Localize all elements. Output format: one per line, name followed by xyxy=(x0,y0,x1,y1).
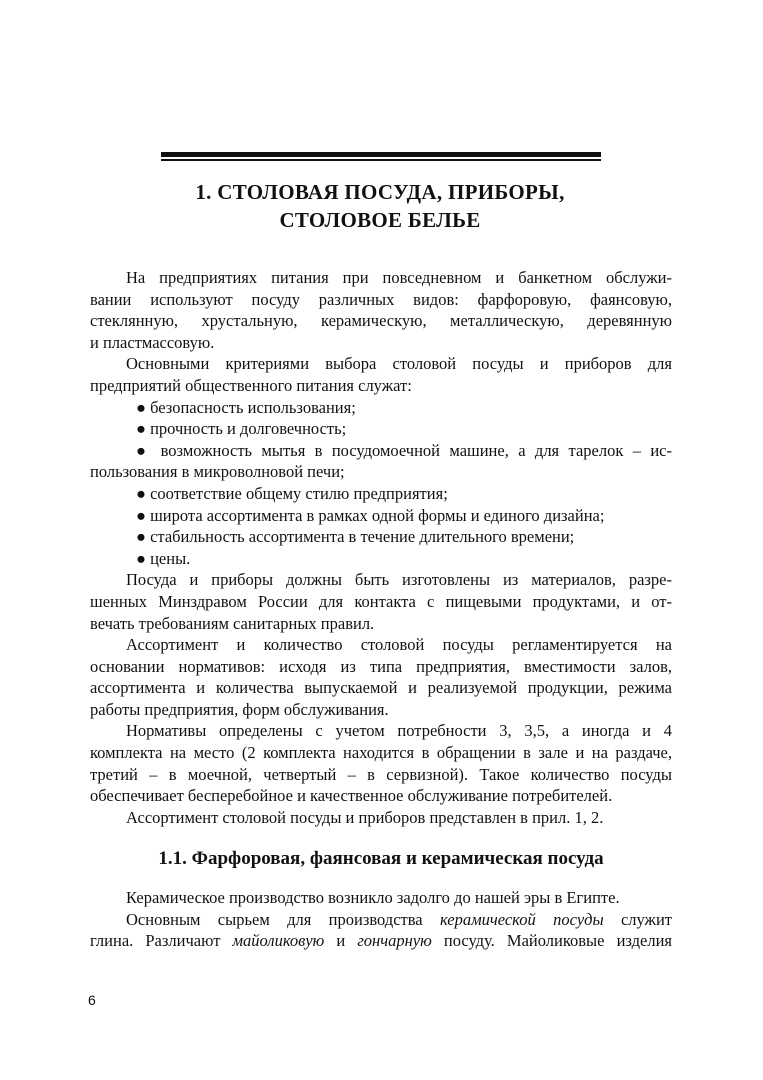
paragraph-line: вечать требованиям санитарных правил. xyxy=(90,613,375,633)
paragraph-line: работы предприятия, форм обслуживания. xyxy=(90,699,389,719)
paragraph-line: Основными критериями выбора столовой посуды и приборов для xyxy=(126,354,672,374)
text-run: служит xyxy=(603,909,672,929)
paragraph-line: Посуда и приборы должны быть изготовлены из материалов, разре- xyxy=(126,570,672,590)
chapter-title-line-2: СТОЛОВОЕ БЕЛЬЕ xyxy=(279,208,481,232)
bullet-item: ● прочность и долговечность; xyxy=(136,419,347,439)
paragraph-line: предприятий общественного питания служат: xyxy=(90,375,412,395)
text-run: глина. Различают xyxy=(90,931,233,951)
bullet-item: ● безопасность использования; xyxy=(136,397,356,417)
paragraph-line: Керамическое производство возникло задолго до нашей эры в Египте. xyxy=(126,888,620,907)
paragraph-line: стеклянную, хрустальную, керамическую, металлическую, деревянную xyxy=(90,311,672,331)
text-run: и xyxy=(324,931,358,951)
bullet-item: ● цены. xyxy=(136,548,191,568)
paragraph-line: шенных Минздравом России для контакта с пищевыми продуктами, и от- xyxy=(90,591,672,611)
paragraph-line: и пластмассовую. xyxy=(90,332,215,352)
bullet-item: ● соответствие общему стилю предприятия; xyxy=(136,483,448,503)
paragraph-line: обеспечивает бесперебойное и качественное обслуживание потребителей. xyxy=(90,786,613,806)
paragraph-line: Нормативы определены с учетом потребности 3, 3,5, а иногда и 4 xyxy=(126,721,672,741)
paragraph-line: На предприятиях питания при повседневном и банкетном обслужи- xyxy=(126,268,672,287)
body-text xyxy=(90,267,672,828)
header-rule-thick xyxy=(161,152,601,157)
paragraph-line: пользования в микроволновой печи; xyxy=(90,462,345,482)
paragraph-line: вании используют посуду различных видов: фарфоровую, фаянсовую, xyxy=(90,289,672,309)
paragraph-line xyxy=(90,909,672,931)
bullet-item: ● широта ассортимента в рамках одной формы и единого дизайна; xyxy=(136,505,605,525)
italic-term: майоликовую xyxy=(232,931,325,951)
text-run: посуду. Майоликовые изделия xyxy=(431,931,672,951)
paragraph-line: третий – в моечной, четвертый – в сервизной). Такое количество посуды xyxy=(90,764,672,784)
bullet-item: ● стабильность ассортимента в течение длительного времени; xyxy=(136,527,575,547)
page-number: 6 xyxy=(88,992,96,1008)
paragraph-line: ассортимента и количества выпускаемой и реализуемой продукции, режима xyxy=(90,678,672,698)
paragraph-line: комплекта на место (2 комплекта находится в обращении в зале и на раздаче, xyxy=(90,743,672,763)
section-body-text xyxy=(90,887,672,952)
header-rule-thin xyxy=(161,159,601,161)
bullet-item: ● возможность мытья в посудомоечной машине, а для тарелок – ис- xyxy=(136,440,672,460)
italic-term: керамической посуды xyxy=(439,909,604,929)
section-heading: 1.1. Фарфоровая, фаянсовая и керамическая посуда xyxy=(158,848,604,869)
paragraph-line: основании нормативов: исходя из типа предприятия, вместимости залов, xyxy=(90,656,672,676)
paragraph-line xyxy=(90,930,672,952)
italic-term: гончарную xyxy=(357,931,432,951)
paragraph-line: Ассортимент и количество столовой посуды регламентируется на xyxy=(126,635,672,655)
paragraph-line: Ассортимент столовой посуды и приборов представлен в прил. 1, 2. xyxy=(126,807,604,827)
chapter-title xyxy=(120,178,640,234)
chapter-title-line-1: 1. СТОЛОВАЯ ПОСУДА, ПРИБОРЫ, xyxy=(195,180,565,204)
text-run: Основным сырьем для производства xyxy=(126,909,440,929)
